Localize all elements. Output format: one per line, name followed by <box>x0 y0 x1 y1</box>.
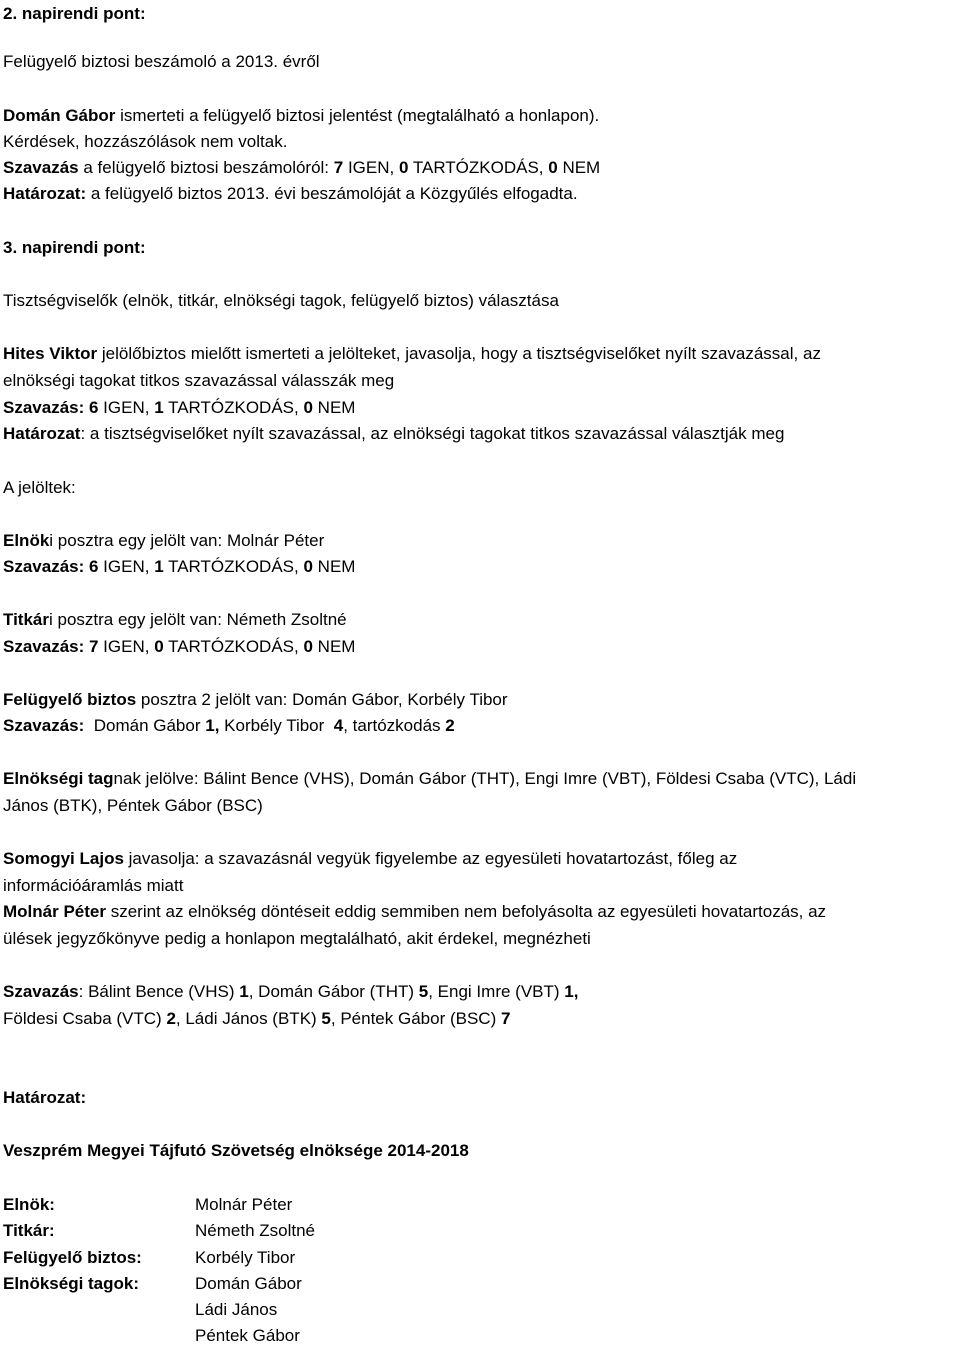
president-candidate: Elnöki posztra egy jelölt van: Molnár Péter <box>3 531 325 550</box>
secretary-vote: Szavazás: 7 IGEN, 0 TARTÓZKODÁS, 0 NEM <box>3 637 356 656</box>
agenda3-resolution1: Határozat: a tisztségviselőket nyílt szavazással, az elnökségi tagokat titkos szavazással választják meg <box>3 424 785 443</box>
agenda3-p1: Hites Viktor jelölőbiztos mielőtt ismerteti a jelölteket, javasolja, hogy a tisztségviselőket nyílt szavazással, az <box>3 344 821 363</box>
name-board-1: Domán Gábor <box>195 1274 302 1293</box>
board-vote: Szavazás: Bálint Bence (VHS) 1, Domán Gábor (THT) 5, Engi Imre (VBT) 1, <box>3 982 579 1001</box>
supervisor-vote: Szavazás: Domán Gábor 1, Korbély Tibor 4, tartózkodás 2 <box>3 716 455 735</box>
board-candidates-line2: János (BTK), Péntek Gábor (BSC) <box>3 796 263 815</box>
board-vote-line2: Földesi Csaba (VTC) 2, Ládi János (BTK) 5, Péntek Gábor (BSC) 7 <box>3 1009 511 1028</box>
agenda2-line1: Domán Gábor ismerteti a felügyelő biztosi jelentést (megtalálható a honlapon). <box>3 106 600 125</box>
agenda3-vote1: Szavazás: 6 IGEN, 1 TARTÓZKODÁS, 0 NEM <box>3 398 356 417</box>
agenda2-vote: Szavazás a felügyelő biztosi beszámolóról: 7 IGEN, 0 TARTÓZKODÁS, 0 NEM <box>3 158 601 177</box>
president-vote: Szavazás: 6 IGEN, 1 TARTÓZKODÁS, 0 NEM <box>3 557 356 576</box>
secretary-candidate: Titkári posztra egy jelölt van: Németh Zsoltné <box>3 610 347 629</box>
agenda3-title: Tisztségviselők (elnök, titkár, elnökségi tagok, felügyelő biztos) választása <box>3 291 559 310</box>
agenda2-title: Felügyelő biztosi beszámoló a 2013. évről <box>3 52 320 71</box>
somogyi-proposal: Somogyi Lajos javasolja: a szavazásnál vegyük figyelembe az egyesületi hovatartozást, főleg az <box>3 849 738 868</box>
name-board-2: Ládi János <box>195 1300 278 1319</box>
name-president: Molnár Péter <box>195 1195 293 1214</box>
agenda2-heading: 2. napirendi pont: <box>3 4 146 23</box>
name-secretary: Németh Zsoltné <box>195 1221 315 1240</box>
agenda2-line2: Kérdések, hozzászólások nem voltak. <box>3 132 288 151</box>
role-secretary: Titkár: <box>3 1221 55 1240</box>
org-title: Veszprém Megyei Tájfutó Szövetség elnöksége 2014-2018 <box>3 1141 469 1160</box>
candidates-label: A jelöltek: <box>3 478 76 497</box>
role-board: Elnökségi tagok: <box>3 1274 140 1293</box>
name-board-3: Péntek Gábor <box>195 1326 300 1345</box>
agenda2-resolution: Határozat: a felügyelő biztos 2013. évi beszámolóját a Közgyűlés elfogadta. <box>3 184 578 203</box>
role-president: Elnök: <box>3 1195 55 1214</box>
name-supervisor: Korbély Tibor <box>195 1248 296 1267</box>
agenda3-p1-line2: elnökségi tagokat titkos szavazással válasszák meg <box>3 371 395 390</box>
supervisor-candidates: Felügyelő biztos posztra 2 jelölt van: Domán Gábor, Korbély Tibor <box>3 690 508 709</box>
resolution-label: Határozat: <box>3 1088 87 1107</box>
agenda3-heading: 3. napirendi pont: <box>3 238 146 257</box>
role-supervisor: Felügyelő biztos: <box>3 1248 142 1267</box>
somogyi-proposal-line2: információáramlás miatt <box>3 876 184 895</box>
molnar-comment-line2: ülések jegyzőkönyve pedig a honlapon megtalálható, akit érdekel, megnézheti <box>3 929 591 948</box>
molnar-comment: Molnár Péter szerint az elnökség döntéseit eddig semmiben nem befolyásolta az egyesületi hovatartozás, az <box>3 902 827 921</box>
board-candidates: Elnökségi tagnak jelölve: Bálint Bence (VHS), Domán Gábor (THT), Engi Imre (VBT), Földesi Csaba (VTC), Ládi <box>3 769 857 788</box>
